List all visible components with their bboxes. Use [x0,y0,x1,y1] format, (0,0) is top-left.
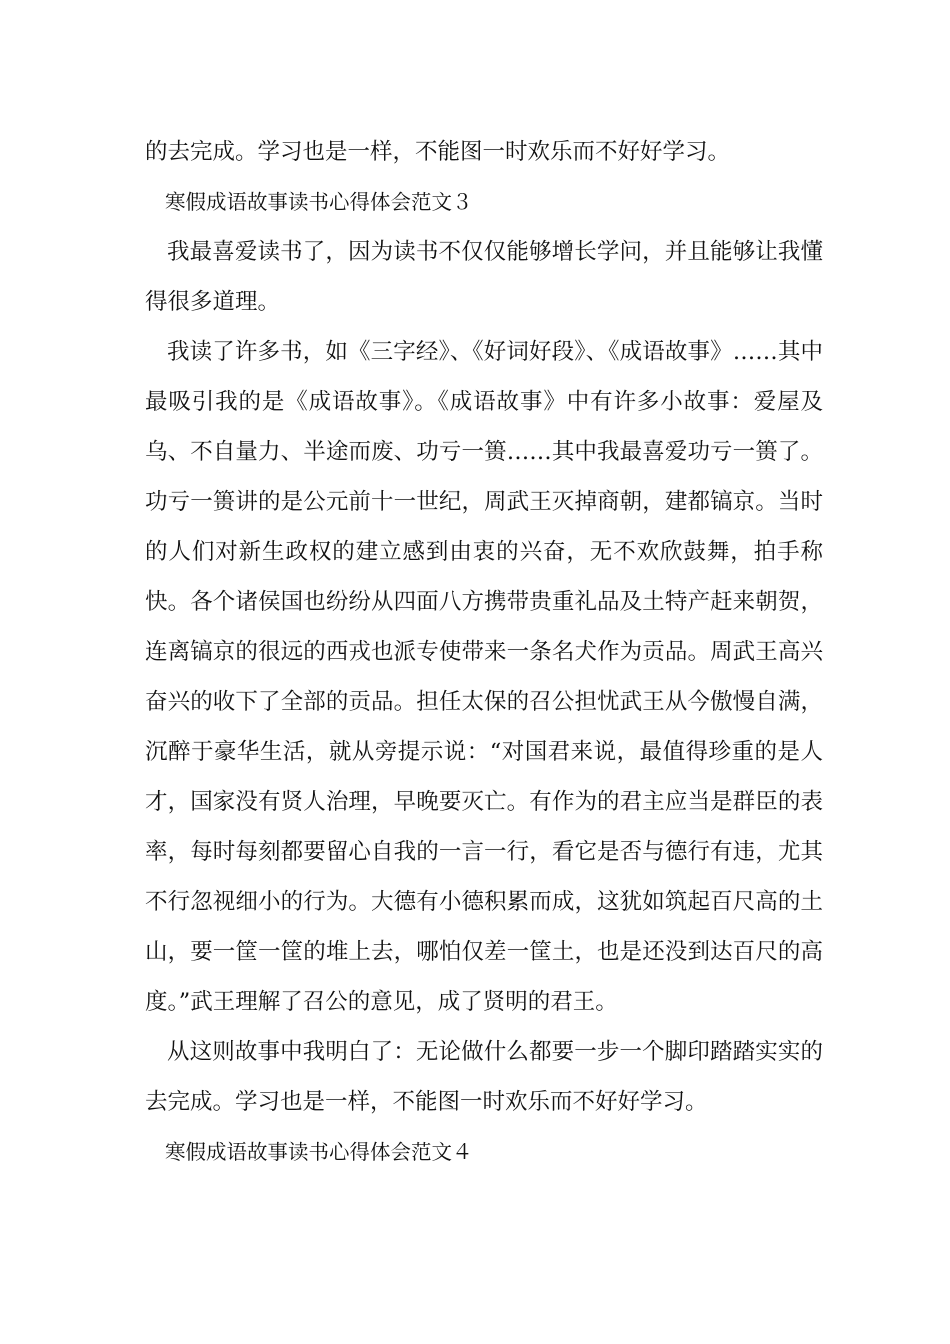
paragraph-story: 我读了许多书，如《三字经》、《好词好段》、《成语故事》……其中最吸引我的是《成语故事》。《成语故事》中有许多小故事：爱屋及乌、不自量力、半途而废、功亏一篑……其中我最喜爱功亏一篑了。功亏一篑讲的是公元前十一世纪，周武王灭掉商朝，建都镐京。当时的人们对新生政权的建立感到由衷的兴奋，无不欢欣鼓舞，拍手称快。各个诸侯国也纷纷从四面八方携带贵重礼品及土特产赶来朝贺，连离镐京的很远的西戎也派专使带来一条名犬作为贡品。周武王高兴奋兴的收下了全部的贡品。担任太保的召公担忧武王从今傲慢自满，沉醉于豪华生活，就从旁提示说：“对国君来说，最值得珍重的是人才，国家没有贤人治理，早晚要灭亡。有作为的君主应当是群臣的表率，每时每刻都要留心自我的一言一行，看它是否与德行有违，尤其不行忽视细小的行为。大德有小德积累而成，这犹如筑起百尺高的土山，要一筐一筐的堆上去，哪怕仅差一筐土，也是还没到达百尺的高度。”武王理解了召公的意见，成了贤明的君王。 [145,339,823,1015]
paragraph-continuation: 的去完成。学习也是一样，不能图一时欢乐而不好好学习。 [145,139,731,165]
document-body [145,127,823,1177]
paragraph-conclusion: 从这则故事中我明白了：无论做什么都要一步一个脚印踏踏实实的去完成。学习也是一样，不能图一时欢乐而不好好学习。 [145,1039,823,1115]
section-heading-4: 寒假成语故事读书心得体会范文４ [165,1140,473,1164]
paragraph-intro: 我最喜爱读书了，因为读书不仅仅能够增长学问，并且能够让我懂得很多道理。 [145,239,823,315]
section-heading-3: 寒假成语故事读书心得体会范文３ [165,190,473,214]
